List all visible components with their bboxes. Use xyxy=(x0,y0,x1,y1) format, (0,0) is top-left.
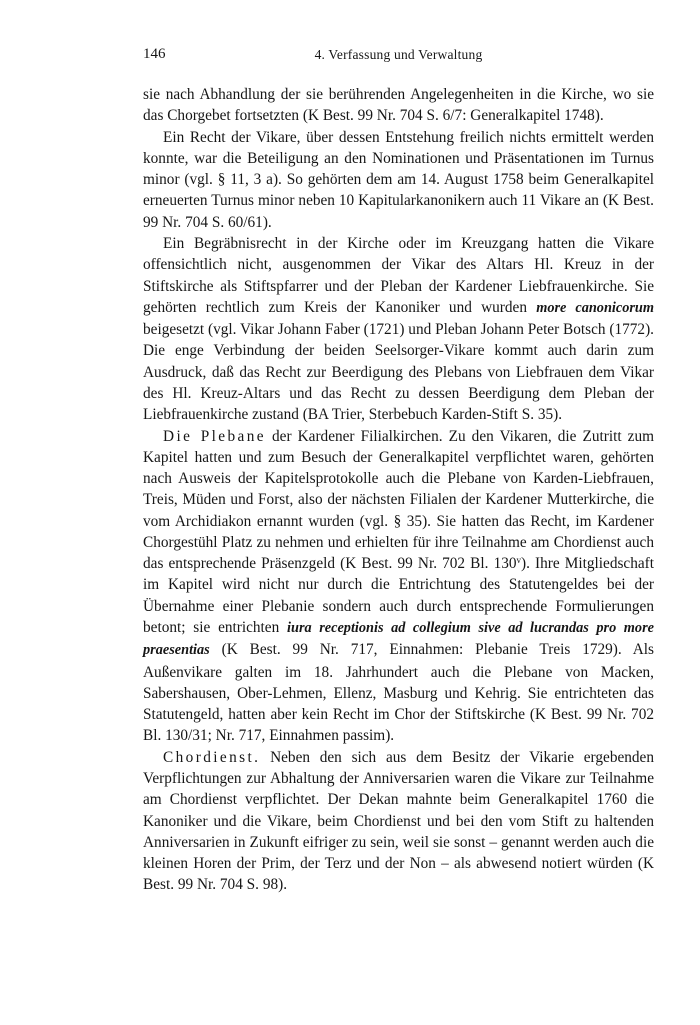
spaced-heading-plebane: Die Plebane xyxy=(163,427,266,445)
running-head xyxy=(143,46,654,68)
paragraph-4-text-b: ). Ihre Mitgliedschaft im Kapitel wird nicht nur durch die Entrichtung des Statutengeldes bei der Übernahme einer Plebanie sondern auch durch entsprechende Formulierungen betont; sie entrichten xyxy=(143,555,655,637)
spaced-heading-chordienst: Chordienst. xyxy=(163,748,261,766)
paragraph-4-text-a: der Kardener Filialkirchen. Zu den Vikaren, die Zutritt zum Kapitel hatten und zum Besuch der Generalkapitel verpflichtet waren, gehörten nach Ausweis der Kapitelsprotokolle auch die Plebane von Karden-Liebfrauen, Treis, Müden und Forst, also der nächsten Filialen der Kardener Mutterkirche, die vom Archidiakon ernannt wurden (vgl. § 35). Sie hatten das Recht, im Kardener Chorgestühl Platz zu nehmen und erhielten für ihre Teilnahme am Chordienst auch das entsprechende Präsenzgeld (K Best. 99 Nr. 702 Bl. 130 xyxy=(143,427,654,573)
paragraph-5-text-a: Neben den sich aus dem Besitz der Vikarie ergebenden Verpflichtungen zur Abhaltung der Anniversarien waren die Vikare zur Teilnahme am Chordienst verpflichtet. Der Dekan mahnte beim Generalkapitel 1760 die Kanoniker und die Vikare, beim Chordienst und bei den vom Stift zu haltenden Anniversarien in Zukunft eifriger zu sein, weil sie sonst – genannt werden auch die kleinen Horen der Prim, der Terz und der Non – als abwesend notiert würden (K Best. 99 Nr. 704 S. 98). xyxy=(143,748,654,894)
body-text xyxy=(143,84,654,896)
paragraph-2: Ein Recht der Vikare, über dessen Entstehung freilich nichts ermittelt werden konnte, war die Beteiligung an den Nominationen und Präsentationen im Turnus minor (vgl. § 11, 3 a). So gehörten dem am 14. August 1758 beim Generalkapitel erneuerten Turnus minor neben 10 Kapitularkanonikern auch 11 Vikare an (K Best. 99 Nr. 704 S. 60/61). xyxy=(143,128,654,231)
paragraph-3-text-a: Ein Begräbnisrecht in der Kirche oder im Kreuzgang hatten die Vikare offensichtlich nicht, ausgenommen der Vikar des Altars Hl. Kreuz in der Stiftskirche als Stiftspfarrer und der Pleban der Kardener Liebfrauenkirche. Sie gehörten rechtlich zum Kreis der Kanoniker und wurden xyxy=(143,234,654,316)
paragraph-4 xyxy=(143,426,654,747)
italic-phrase-more-canonicorum: more canonicorum xyxy=(536,299,655,316)
page-number: 146 xyxy=(143,46,166,62)
paragraph-4-text-c: (K Best. 99 Nr. 717, Einnahmen: Plebanie Treis 1729). Als Außenvikare galten im 18. Jahrhundert auch die Plebane von Macken, Sabershausen, Ober-Lehmen, Ellenz, Masburg und Kehrig. Sie entrichteten das Statutengeld, hatten aber kein Recht im Chor der Stiftskirche (K Best. 99 Nr. 702 Bl. 130/31; Nr. 717, Einnahmen passim). xyxy=(143,641,655,745)
paragraph-5 xyxy=(143,747,654,896)
running-title: 4. Verfassung und Verwaltung xyxy=(314,47,483,62)
paragraph-3-text-b: beigesetzt (vgl. Vikar Johann Faber (1721) und Pleban Johann Peter Botsch (1772). Die enge Verbindung der beiden Seelsorger-Vikare kommt auch darin zum Ausdruck, daß das Recht zur Beerdigung des Plebans von Liebfrauen dem Vikar des Hl. Kreuz-Altars und das Recht zu dessen Beerdigung dem Pleban der Liebfrauenkirche zustand (BA Trier, Sterbebuch Karden-Stift S. 35). xyxy=(143,321,654,424)
paragraph-3 xyxy=(143,233,654,426)
italic-phrase-iura-receptionis: iura receptionis ad collegium sive ad lucrandas pro more praesentias xyxy=(143,620,654,659)
superscript-verso: v xyxy=(516,555,522,566)
paragraph-1: sie nach Abhandlung der sie berührenden Angelegenheiten in die Kirche, wo sie das Chorgebet fortsetzten (K Best. 99 Nr. 704 S. 6/7: Generalkapitel 1748). xyxy=(143,86,654,125)
